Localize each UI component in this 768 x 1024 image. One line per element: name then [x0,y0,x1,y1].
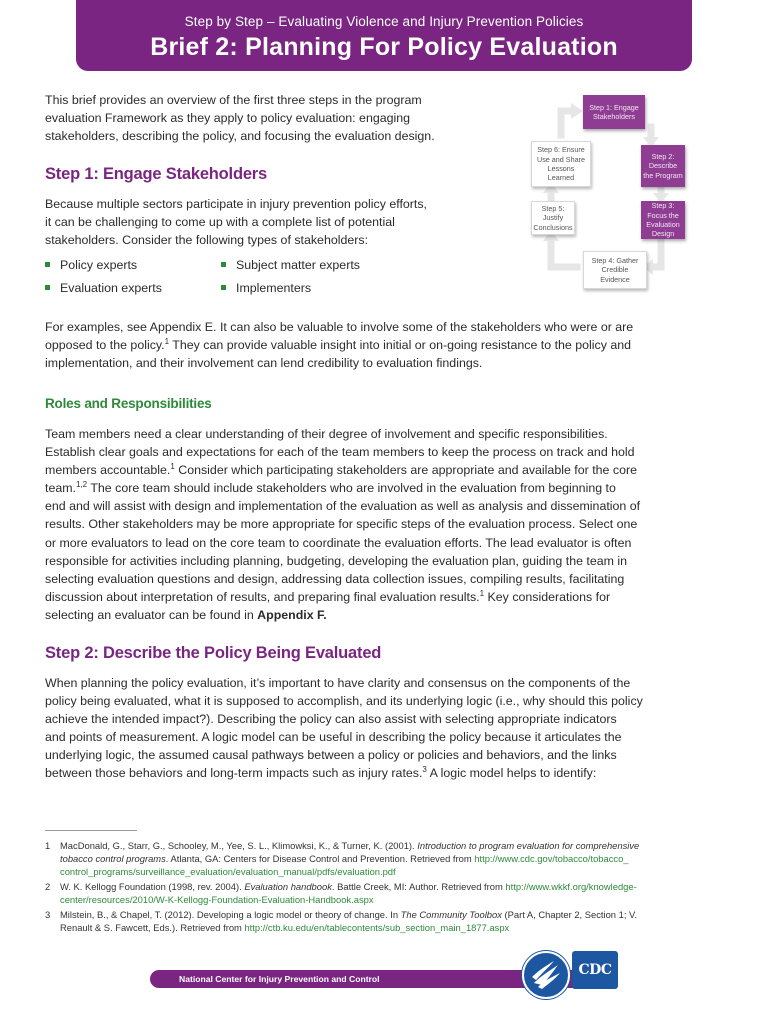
step1-heading: Step 1: Engage Stakeholders [45,165,267,183]
text-run: W. K. Kellogg Foundation (1998, rev. 2004). [60,881,245,892]
appendix-reference: Appendix F. [257,607,327,622]
cycle-step-2: Step 2: Describe the Program [641,145,685,187]
text-line: achieve the intended impact?). Describing the policy can also assist with selecting appropriate indicators [45,712,617,727]
footnote-number: 1 [45,840,51,851]
text-run: The Community Toolbox [400,909,502,920]
text-line: and points of measurement. A logic model can be useful in describing the policy because it articulates the [45,730,622,745]
arrow-4-to-5 [551,237,577,267]
text-line: For examples, see Appendix E. It can also be valuable to involve some of the stakeholders who were or are [45,320,634,334]
intro-line: evaluation Framework as they apply to policy evaluation: engaging [45,111,411,126]
text-run: discussion about interpretation of results, and preparing final evaluation results. [45,589,480,604]
footnote-ref: 1 [170,462,175,472]
reference-link[interactable]: control_programs/surveillance_evaluation/evaluation_manual/pdfs/evaluation.pdf [60,866,396,878]
text-run: between those behaviors and long-term impacts such as injury rates. [45,766,423,781]
footnote-number: 2 [45,881,51,892]
text-run: opposed to the policy. [45,338,165,353]
bullet-icon [45,262,50,267]
page-title: Brief 2: Planning For Policy Evaluation [150,33,618,61]
step1-line: Because multiple sectors participate in injury prevention policy efforts, [45,197,428,211]
text-run: . Battle Creek, MI: Author. Retrieved from [331,881,506,892]
text-run: . Atlanta, GA: Centers for Disease Control and Prevention. Retrieved from [165,853,475,865]
text-run: MacDonald, G., Starr, G., Schooley, M., Yee, S. L., Klimowksi, K., & Turner, K. (2001). [60,840,418,851]
text-run: selecting an evaluator can be found in [45,607,258,622]
list-item [221,258,360,272]
text-run: Evaluation handbook [244,881,332,892]
footnote-ref: 3 [422,765,427,775]
text-run: The core team should include stakeholders who are involved in the evaluation from beginning to [87,481,616,496]
text-line [45,588,640,606]
text-line [45,461,640,479]
text-line: Establish clear goals and expectations for each of the team members to keep the process on track and hold [45,445,635,460]
hhs-eagle-icon [524,953,568,997]
hhs-seal-logo [522,951,570,999]
reference-link[interactable]: http://ctb.ku.edu/en/tablecontents/sub_section_main_1877.aspx [244,922,510,934]
page-header [76,0,692,71]
text-line [60,893,750,906]
cycle-step-4: Step 4: Gather Credible Evidence [583,251,647,289]
text-line [45,764,643,782]
cycle-step-3: Step 3: Focus the Evaluation Design [641,201,685,239]
text-line: policy being evaluated, what it is supposed to accomplish, and its underlying logic (i.e., why should this policy [45,694,643,709]
list-item [221,281,311,295]
text-line: implementation, and their involvement can lend credibility to evaluation findings. [45,356,483,371]
footnote-divider [45,830,137,831]
reference-link[interactable]: http://www.cdc.gov/tobacco/tobacco_ [474,853,629,865]
roles-heading: Roles and Responsibilities [45,396,212,411]
bullet-icon [221,285,226,290]
list-item-label: Implementers [236,281,312,295]
text-run: (Part A, Chapter 2, Section 1; V. [501,909,638,920]
bullet-icon [45,285,50,290]
text-run: A logic model helps to identify: [426,766,597,781]
text-run: members accountable. [45,463,171,478]
text-line [45,606,640,624]
cycle-step-1: Step 1: Engage Stakeholders [583,95,645,129]
list-item [45,258,137,272]
intro-line: stakeholders, describing the policy, and focusing the evaluation design. [45,129,435,144]
text-line [60,839,750,852]
list-item-label: Evaluation experts [60,281,162,295]
series-title: Step by Step – Evaluating Violence and Injury Prevention Policies [184,14,584,29]
text-line [60,852,750,865]
footnote-ref: 1,2 [76,480,88,490]
text-run: Consider which participating stakeholders are appropriate and available for the core [174,463,637,478]
text-line [60,880,750,893]
list-item-label: Policy experts [60,258,138,272]
text-run: Introduction to program evaluation for comprehensive [417,840,640,851]
text-line [45,336,633,354]
list-item [45,281,162,295]
cdc-logo: CDC [572,951,618,989]
text-run: Renault & S. Fawcett, Eds.). Retrieved from [60,922,245,934]
intro-line: This brief provides an overview of the first three steps in the program [45,93,422,107]
text-line: Team members need a clear understanding of their degree of involvement and specific responsibilities. [45,427,608,441]
text-line: When planning the policy evaluation, it’s important to have clarity and consensus on the components of the [45,676,631,690]
text-line: end and will assist with design and implementation of the evaluation as well as analysis and dissemination of [45,499,641,514]
text-line [60,921,750,934]
text-line: underlying logic, the assumed causal pathways between a policy or policies and behaviors, and the links [45,748,617,763]
reference-link[interactable]: center/resources/2010/W-K-Kellogg-Foundation-Evaluation-Handbook.aspx [60,894,374,906]
step2-heading: Step 2: Describe the Policy Being Evaluated [45,644,382,662]
text-run: tobacco control programs [60,853,166,865]
step2-paragraph [45,674,643,783]
cycle-step-6: Step 6: Ensure Use and Share Lessons Learned [531,141,591,187]
evaluation-framework-cycle [525,85,685,300]
footnote-number: 3 [45,909,51,920]
roles-paragraph [45,425,640,624]
text-run: They can provide valuable insight into initial or on-going resistance to the policy and [169,338,632,353]
arrowhead [571,103,583,119]
text-line [45,479,640,497]
reference-link[interactable]: http://www.wkkf.org/knowledge- [505,881,637,892]
footer-bar: National Center for Injury Prevention and Control [150,970,600,988]
text-line: results. Other stakeholders may be more appropriate for specific steps of the evaluation process. Select one [45,517,638,532]
text-line [60,908,750,921]
text-line [60,865,750,878]
text-line: selecting evaluation questions and design, addressing data collection issues, compiling results, facilitating [45,571,625,586]
step1-line: stakeholders. Consider the following types of stakeholders: [45,233,369,248]
text-line: or more evaluators to lead on the core team to coordinate the evaluation efforts. The lead evaluator is often [45,535,632,550]
text-line: responsible for activities including planning, budgeting, developing the evaluation plan, guiding the team in [45,553,628,568]
intro-paragraph [45,91,435,145]
step1-paragraph [45,195,427,249]
footnote-ref: 1 [479,588,485,598]
text-run: Key considerations for [484,589,611,604]
text-run: Milstein, B., & Chapel, T. (2012). Developing a logic model or theory of change. In [60,909,401,920]
step1-followup-paragraph [45,318,633,372]
list-item-label: Subject matter experts [236,258,360,272]
bullet-icon [221,262,226,267]
footnote-ref: 1 [164,337,170,347]
text-run: team. [45,481,76,496]
step1-line: it can be challenging to come up with a complete list of potential [45,215,395,230]
cycle-step-5: Step 5: Justify Conclusions [531,201,575,235]
